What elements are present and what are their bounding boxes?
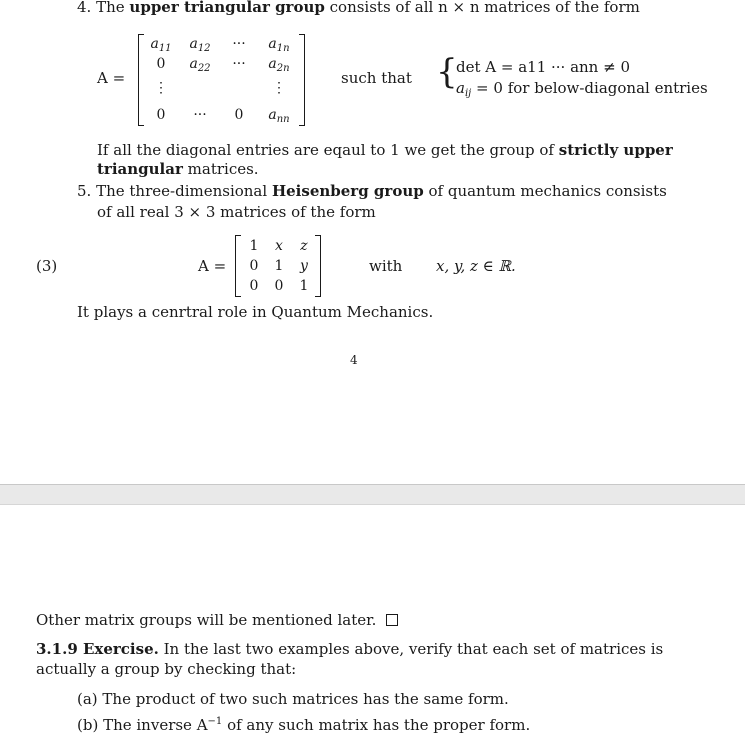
left-brace: { bbox=[436, 52, 458, 92]
matrix-entry: 1 bbox=[274, 258, 284, 274]
term-bold: strictly upper bbox=[558, 141, 673, 159]
matrix-entry: 0 bbox=[249, 278, 259, 294]
left-bracket bbox=[138, 34, 144, 126]
item-number: 5. bbox=[77, 182, 92, 200]
text: The three-dimensional bbox=[96, 182, 268, 200]
subscript: ij bbox=[464, 88, 472, 99]
item5-heading bbox=[77, 182, 667, 200]
matrix-entry: $a_{11}$ bbox=[150, 36, 172, 54]
item-number: 4. bbox=[77, 0, 92, 16]
such-that-text: such that bbox=[341, 69, 412, 87]
note-line2 bbox=[97, 160, 259, 178]
item5-line2: of all real 3 × 3 matrices of the form bbox=[97, 203, 376, 221]
other-groups-line bbox=[36, 611, 398, 629]
text: of any such matrix has the proper form. bbox=[227, 716, 531, 734]
page-number: 4 bbox=[350, 353, 358, 367]
matrix-entry: 1 bbox=[299, 278, 309, 294]
matrix-entry: 0 bbox=[156, 56, 166, 72]
symbol: a bbox=[456, 79, 465, 97]
text: If all the diagonal entries are eqaul to 1 we get the group of bbox=[97, 141, 554, 159]
matrix-entry: ⋮ bbox=[154, 80, 168, 96]
matrix-entry: $a_{22}$ bbox=[189, 56, 211, 74]
matrix-entry: 0 bbox=[274, 278, 284, 294]
exercise-part-b bbox=[77, 716, 530, 734]
matrix-entry: $a_{nn}$ bbox=[268, 107, 290, 125]
term-bold: Heisenberg group bbox=[271, 182, 424, 200]
matrix-entry: 0 bbox=[249, 258, 259, 274]
matrix-entry: 1 bbox=[249, 238, 259, 254]
qed-square-icon bbox=[386, 614, 398, 626]
right-bracket bbox=[299, 34, 305, 126]
text: consists of all n × n matrices of the form bbox=[329, 0, 640, 16]
text: The bbox=[96, 0, 125, 16]
matrix-entry: $a_{1n}$ bbox=[268, 36, 290, 54]
real-condition: x, y, z ∈ ℝ. bbox=[436, 257, 516, 275]
text: In the last two examples above, verify that each set of matrices is bbox=[163, 640, 664, 658]
exercise-line2: actually a group by checking that: bbox=[36, 660, 297, 678]
superscript: −1 bbox=[207, 716, 223, 727]
closing-sentence: It plays a cenrtral role in Quantum Mechanics. bbox=[77, 303, 434, 321]
text: matrices. bbox=[187, 160, 259, 178]
matrix-entry: 0 bbox=[234, 107, 244, 123]
condition-det: det A = a11 ··· ann ≠ 0 bbox=[456, 58, 630, 76]
matrix-entry: x bbox=[275, 238, 283, 254]
page-separator bbox=[0, 484, 745, 505]
term-bold: upper triangular group bbox=[129, 0, 325, 16]
text: of quantum mechanics consists bbox=[428, 182, 667, 200]
matrix-lhs: A = bbox=[97, 69, 126, 87]
matrix-entry: ··· bbox=[232, 56, 246, 72]
matrix-entry: ··· bbox=[232, 36, 246, 52]
equation-number: (3) bbox=[36, 257, 58, 275]
exercise-part-a: (a) The product of two such matrices has the same form. bbox=[77, 690, 509, 708]
item4-heading bbox=[77, 0, 640, 16]
matrix-entry: ⋮ bbox=[272, 80, 286, 96]
text: Other matrix groups will be mentioned later. bbox=[36, 611, 377, 629]
matrix-entry: $a_{12}$ bbox=[189, 36, 211, 54]
matrix-lhs: A = bbox=[198, 257, 227, 275]
matrix-entry: y bbox=[300, 258, 308, 274]
matrix-entry: ··· bbox=[193, 107, 207, 123]
matrix-entry: z bbox=[300, 238, 308, 254]
matrix-entry: $a_{2n}$ bbox=[268, 56, 290, 74]
with-text: with bbox=[369, 257, 403, 275]
term-bold: triangular bbox=[97, 160, 183, 178]
text: = 0 for below-diagonal entries bbox=[476, 79, 708, 97]
condition-below-diagonal bbox=[456, 79, 708, 97]
exercise-line1 bbox=[36, 640, 663, 658]
note-line1 bbox=[97, 141, 673, 159]
exercise-label: 3.1.9 Exercise. bbox=[36, 640, 159, 658]
matrix-entry: 0 bbox=[156, 107, 166, 123]
text: (b) The inverse A bbox=[77, 716, 208, 734]
